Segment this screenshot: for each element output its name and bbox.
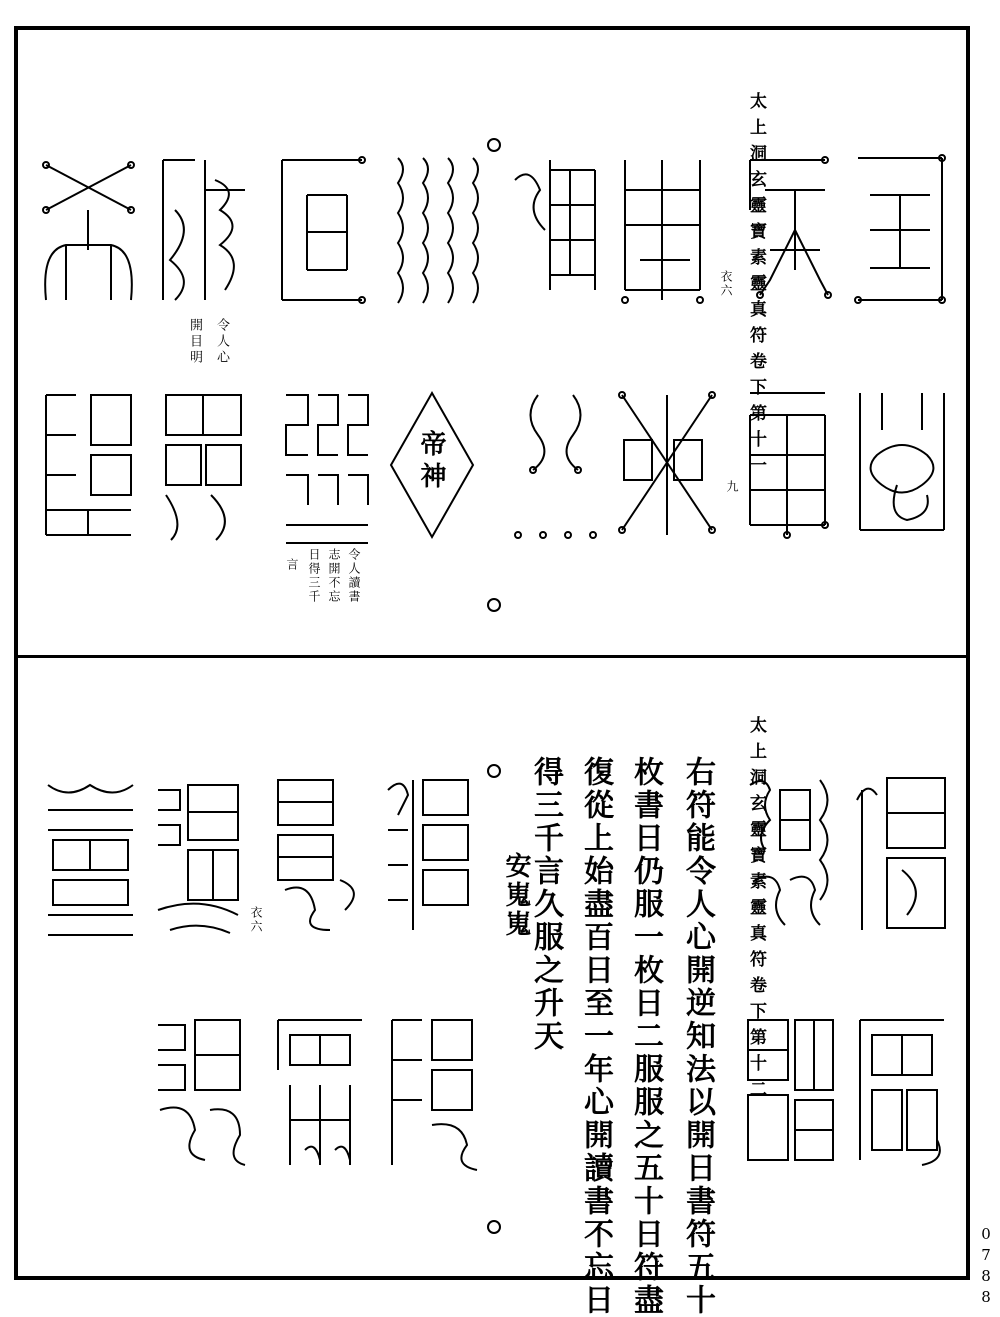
text-column-1: 右符能令人心開逆知法以開日書符五十 (680, 756, 715, 1317)
binding-hole-4 (487, 1220, 501, 1234)
top-note-e: 令人讀書 (347, 548, 361, 604)
talisman-5 (388, 148, 488, 313)
top-note-a: 衣六 (719, 270, 733, 298)
talisman-4 (505, 150, 605, 310)
bottom-header: 太上洞玄靈寶素靈真符卷下第十二 (746, 716, 766, 1106)
talisman-22 (150, 775, 245, 940)
bottom-note: 衣六 (249, 906, 263, 934)
talisman-26 (150, 1010, 250, 1175)
talisman-17 (740, 770, 840, 935)
top-header: 太上洞玄靈寶素靈真符卷下第十一 (746, 92, 766, 482)
text-column-2: 枚書日仍服一枚日二服服之五十日符盡 (628, 756, 663, 1317)
text-column-3: 復從上始盡百日至一年心開讀書不忘日 (578, 756, 613, 1317)
talisman-6 (272, 150, 372, 310)
talisman-3 (610, 150, 715, 310)
talisman-23 (38, 775, 143, 945)
binding-hole-2 (487, 598, 501, 612)
talisman-16 (852, 770, 952, 935)
page-number: 0788 (977, 1225, 995, 1309)
talisman-20 (378, 770, 478, 940)
talisman-7 (155, 150, 250, 310)
text-column-4: 得三千言久服之升天 (528, 756, 563, 1053)
diamond-label: 帝神 (416, 430, 446, 494)
talisman-9 (852, 385, 952, 540)
talisman-1 (850, 150, 950, 310)
talisman-24 (382, 1010, 482, 1175)
talisman-12 (508, 385, 603, 545)
talisman-25 (270, 1010, 370, 1175)
talisman-8 (36, 150, 141, 310)
talisman-13 (278, 385, 373, 550)
talisman-15 (36, 385, 141, 545)
binding-hole-1 (487, 138, 501, 152)
top-note-c: 開目明 (187, 318, 202, 366)
talisman-10 (740, 385, 835, 540)
binding-hole-3 (487, 764, 501, 778)
top-note-b: 令人心 (214, 318, 229, 366)
talisman-19 (740, 1010, 840, 1170)
top-note-h: 言 (285, 558, 299, 572)
top-note-d: 九 (725, 480, 739, 494)
talisman-14 (156, 385, 251, 545)
talisman-18 (852, 1010, 952, 1170)
top-note-g: 日得三千 (307, 548, 321, 604)
talisman-11 (612, 385, 722, 540)
top-note-f: 志開不忘 (327, 548, 341, 604)
talisman-21 (270, 770, 370, 940)
panel-divider (14, 655, 970, 658)
anchor-text: 安嵬嵬 (501, 852, 531, 939)
talisman-2 (740, 150, 835, 310)
